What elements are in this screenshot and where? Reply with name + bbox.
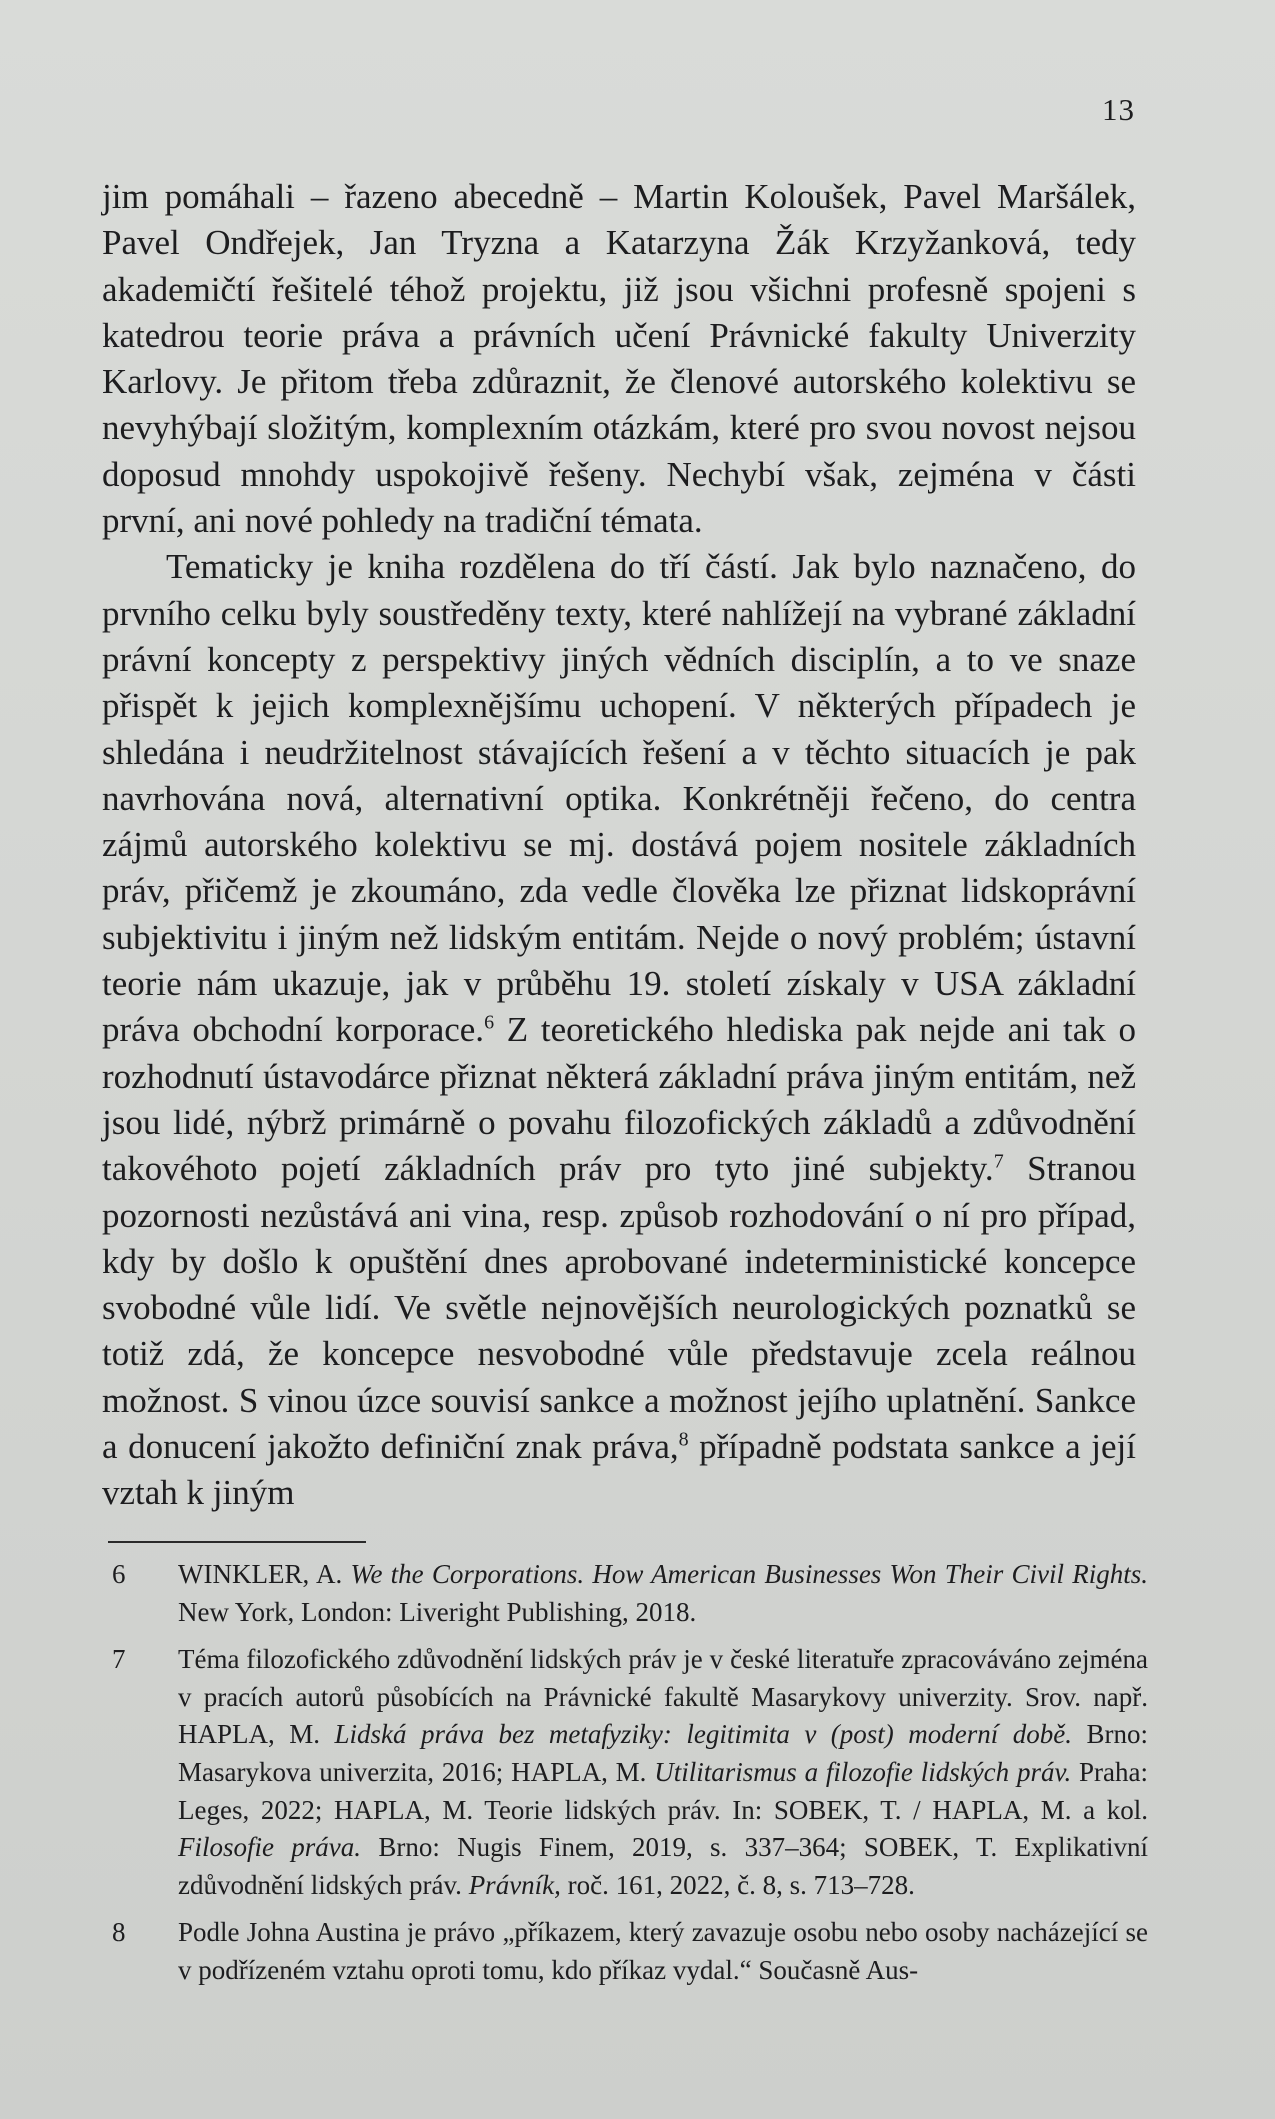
footnote-number: 6 bbox=[112, 1559, 126, 1589]
footnote-6-author: WINKLER, A. bbox=[178, 1559, 351, 1589]
footnote-text bbox=[178, 1641, 1148, 1904]
footnote-ref-6: 6 bbox=[484, 1011, 495, 1034]
footnote-7-text-4: Brno: Nugis Finem, 2019, s. 337–364; SOBEK, T. Explikativní zdůvodnění lidských práv. bbox=[178, 1832, 1148, 1900]
footnote-6-title: We the Corporations. How American Businesses Won Their Civil Rights. bbox=[350, 1559, 1148, 1589]
footnote-6 bbox=[108, 1556, 1148, 1631]
paragraph-2-text-a: Tematicky je kniha rozdělena do tří částí. Jak bylo naznačeno, do prvního celku byly soustředěny texty, které nahlížejí na vybrané základní právní koncepty z perspektivy jiných vědních disciplín, a to ve snaze přispět k jejich komplexnějšímu uchopení. V některých případech je shledána i neudržitelnost stávajících řešení a v těchto situacích je pak navrhována nová, alternativní optika. Konkrétněji řečeno, do centra zájmů autorského kolektivu se mj. dostává pojem nositele základních práv, přičemž je zkoumáno, zda vedle člověka lze přiznat lidskoprávní subjektivitu i jiným než lidským entitám. Nejde o nový problém; ústavní teorie nám ukazuje, jak v průběhu 19. století získaly v USA základní práva obchodní korporace. bbox=[102, 547, 1136, 1050]
page-number: 13 bbox=[1102, 92, 1135, 127]
footnote-number: 7 bbox=[112, 1644, 126, 1675]
footnote-7-text-1: Téma filozofického zdůvodnění lidských práv je v české literatuře zpracováváno zejména v pracích autorů působících na Právnické fakultě Masarykovy univerzity. Srov. např. HAPLA, M. bbox=[178, 1644, 1148, 1750]
paragraph-2-text-d: případně podstata sankce a její vztah k jiným bbox=[102, 1427, 1136, 1513]
footnote-text bbox=[178, 1556, 1148, 1631]
footnotes bbox=[108, 1556, 1148, 2000]
footnote-7-text-2: Brno: Masarykova univerzita, 2016; HAPLA, M. bbox=[178, 1719, 1148, 1787]
paragraph-2-text-b: Z teoretického hlediska pak nejde ani tak o rozhodnutí ústavodárce přiznat některá základní práva jiným entitám, než jsou lidé, nýbrž primárně o povahu filozofických základů a zdůvodnění takovéhoto pojetí základních práv pro tyto jiné subjekty. bbox=[102, 1010, 1136, 1189]
footnote-7-journal: Právník, bbox=[468, 1869, 561, 1900]
footnote-7-title-1: Lidská práva bez metafyziky: legitimita v (post) moderní době. bbox=[334, 1719, 1072, 1750]
footnote-separator bbox=[108, 1541, 366, 1543]
footnote-7 bbox=[108, 1641, 1148, 1904]
footnote-7-title-2: Utilitarismus a filozofie lidských práv. bbox=[654, 1756, 1072, 1787]
footnote-7-title-3: Filosofie práva. bbox=[178, 1832, 362, 1863]
footnote-7-text-5: roč. 161, 2022, č. 8, s. 713–728. bbox=[560, 1869, 915, 1900]
paragraph-2-text-c: Stranou pozornosti nezůstává ani vina, resp. způsob rozhodování o ní pro případ, kdy by došlo k opuštění dnes aprobované indeterministické koncepce svobodné vůle lidí. Ve světle nejnovějších neurologických poznatků se totiž zdá, že koncepce nesvobodné vůle představuje zcela reálnou možnost. S vinou úzce souvisí sankce a možnost jejího uplatnění. Sankce a donucení jakožto definiční znak práva, bbox=[102, 1149, 1136, 1467]
paragraph-2 bbox=[102, 544, 1136, 1516]
footnote-6-publisher: New York, London: Liveright Publishing, 2018. bbox=[178, 1596, 697, 1627]
footnote-text: Podle Johna Austina je právo „příkazem, který zavazuje osobu nebo osoby nacházející se v podřízeném vztahu oproti tomu, kdo příkaz vydal.“ Současně Aus- bbox=[178, 1917, 1148, 1985]
footnote-ref-7: 7 bbox=[993, 1150, 1004, 1173]
footnote-number: 8 bbox=[112, 1917, 126, 1948]
footnote-ref-8: 8 bbox=[678, 1428, 689, 1451]
footnote-7-text-3: Praha: Leges, 2022; HAPLA, M. Teorie lidských práv. In: SOBEK, T. / HAPLA, M. a kol. bbox=[178, 1756, 1149, 1825]
main-text bbox=[102, 174, 1136, 1517]
footnote-8 bbox=[108, 1914, 1148, 1989]
paragraph-1: jim pomáhali – řazeno abecedně – Martin Koloušek, Pavel Maršálek, Pavel Ondřejek, Jan Tryzna a Katarzyna Žák Krzyžanková, tedy akademičtí řešitelé téhož projektu, již jsou všichni profesně spojeni s katedrou teorie práva a právních učení Právnické fakulty Univerzity Karlovy. Je přitom třeba zdůraznit, že členové autorského kolektivu se nevyhýbají složitým, komplexním otázkám, které pro svou novost nejsou doposud mnohdy uspokojivě řešeny. Nechybí však, zejména v části první, ani nové pohledy na tradiční témata. bbox=[102, 177, 1136, 541]
